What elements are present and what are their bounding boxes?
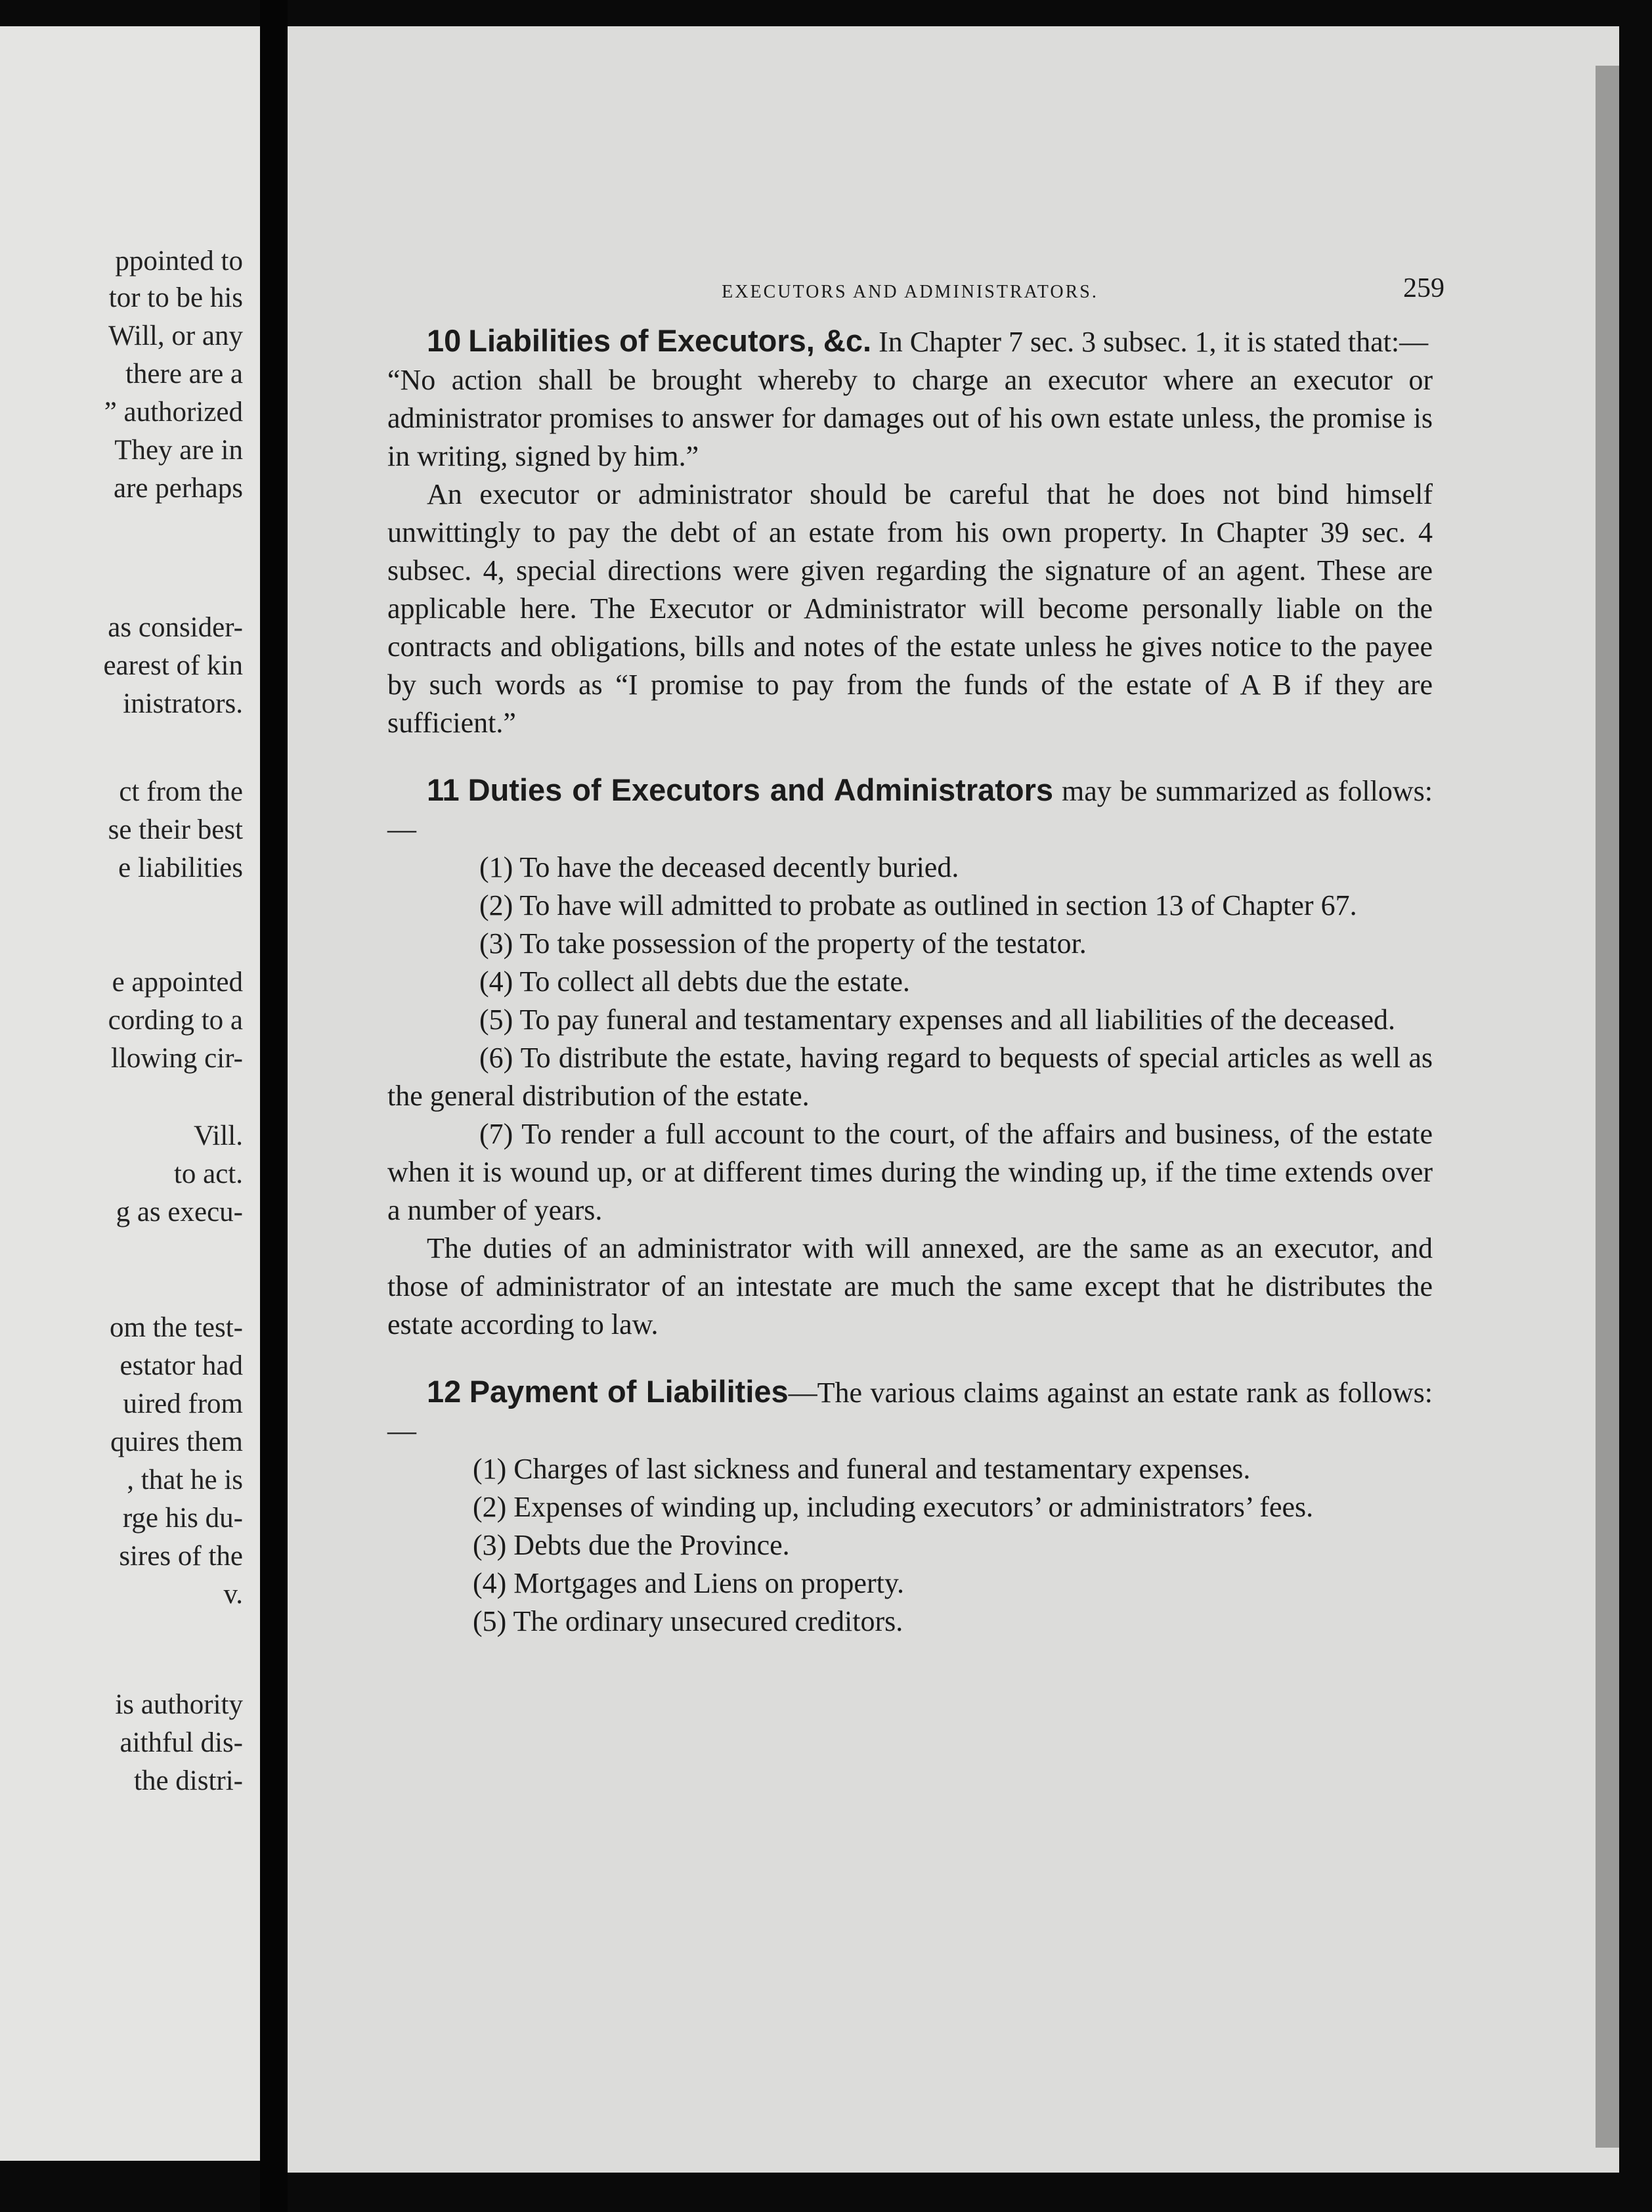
left-page-line: uired from (123, 1388, 243, 1419)
list-item: (2) To have will admitted to probate as outlined in section 13 of Chapter 67. (479, 889, 1357, 921)
list-item: (2) Expenses of winding up, including executors’ or administrators’ fees. (473, 1491, 1314, 1523)
list-item: (3) To take possession of the property of the testator. (479, 927, 1087, 960)
left-page-line: They are in (114, 435, 243, 466)
running-header: EXECUTORS AND ADMINISTRATORS. (722, 282, 1098, 302)
left-page-line: ” authorized (104, 397, 243, 428)
left-page-line: Will, or any (108, 321, 243, 351)
left-page-line: earest of kin (103, 650, 243, 681)
page-text (387, 250, 1445, 1641)
left-page-line: v. (223, 1579, 243, 1610)
list-item: (7) To render a full account to the court, of the affairs and business, of the estate when it is wound up, or at different times during the winding up, if the time extends over a number of years. (387, 1118, 1433, 1226)
section-title: Payment of Liabilities (469, 1374, 789, 1409)
left-page-line: rge his du- (122, 1503, 243, 1534)
list-item: (4) To collect all debts due the estate. (479, 965, 910, 998)
section-number: 11 (427, 772, 460, 807)
left-page-line: as consider- (108, 612, 243, 643)
left-page-line: sires of the (119, 1541, 243, 1572)
section-10-heading-para (387, 322, 1433, 361)
section-lead: may be summarized as follows:— (387, 775, 1433, 845)
list-item: (5) The ordinary unsecured creditors. (473, 1605, 903, 1637)
left-page-line: quires them (110, 1427, 243, 1457)
left-page-line: cording to a (108, 1005, 243, 1036)
left-page-line: is authority (115, 1689, 243, 1720)
left-page-line: are perhaps (114, 473, 243, 504)
left-page-line: estator had (120, 1350, 243, 1381)
left-page-line: llowing cir- (111, 1043, 243, 1074)
list-item: (4) Mortgages and Liens on property. (473, 1567, 904, 1599)
quote-paragraph: “No action shall be brought whereby to charge an executor where an executor or administrator promises to answer for damages out of his own estate unless, the promise is in writing, signed by him.” (387, 364, 1433, 472)
left-page-line: om the test- (109, 1312, 243, 1343)
body-paragraph: An executor or administrator should be careful that he does not bind himself unwittingly to pay the debt of an estate from his own property. In Chapter 39 sec. 4 subsec. 4, special directions were given regarding the signature of an agent. These are applicable here. The Executor or Administrator will become personally liable on the contracts and obligations, bills and notes of the estate unless he gives notice to the payee by such words as “I promise to pay from the funds of the estate of A B if they are sufficient.” (387, 478, 1433, 739)
left-page-line: aithful dis- (120, 1727, 243, 1758)
body-paragraph: The duties of an administrator with will annexed, are the same as an executor, and those of administrator of an intestate are much the same except that he distributes the estate according to law. (387, 1232, 1433, 1340)
left-page-line: to act. (173, 1159, 243, 1189)
list-item: (5) To pay funeral and testamentary expenses and all liabilities of the deceased. (479, 1004, 1396, 1036)
left-page-line: tor to be his (108, 282, 243, 313)
left-page-line: , that he is (127, 1465, 243, 1495)
section-11-heading-para (387, 771, 1433, 849)
section-title: Duties of Executors and Administrators (467, 772, 1054, 807)
list-item: (6) To distribute the estate, having regard to bequests of special articles as well as the general distribution of the estate. (387, 1042, 1433, 1112)
right-page (288, 26, 1619, 2173)
left-page-line: Vill. (193, 1120, 243, 1151)
left-page-fragment (0, 26, 260, 2161)
section-lead: In Chapter 7 sec. 3 subsec. 1, it is stated that:— (879, 326, 1429, 358)
page-edge-shadow (1596, 66, 1619, 2148)
left-page-line: g as execu- (116, 1197, 243, 1228)
section-12-heading-para (387, 1373, 1433, 1450)
list-item: (1) Charges of last sickness and funeral and testamentary expenses. (473, 1453, 1251, 1485)
list-item: (3) Debts due the Province. (473, 1529, 790, 1561)
section-number: 12 (427, 1374, 462, 1409)
left-page-line: e appointed (112, 967, 243, 998)
book-gutter (260, 0, 288, 2212)
section-title: Liabilities of Executors, &c. (468, 323, 872, 358)
left-page-line: se their best (108, 814, 243, 845)
left-page-line: inistrators. (123, 688, 243, 719)
section-number: 10 (427, 323, 462, 358)
left-page-line: the distri- (134, 1765, 243, 1796)
left-page-line: e liabilities (118, 852, 243, 883)
page-number: 259 (1403, 273, 1445, 303)
left-page-line: there are a (125, 359, 243, 389)
left-page-line: ppointed to (115, 246, 243, 276)
list-item: (1) To have the deceased decently buried. (479, 851, 959, 883)
left-page-line: ct from the (119, 776, 243, 807)
section-lead: —The various claims against an estate rank as follows:— (387, 1377, 1433, 1447)
